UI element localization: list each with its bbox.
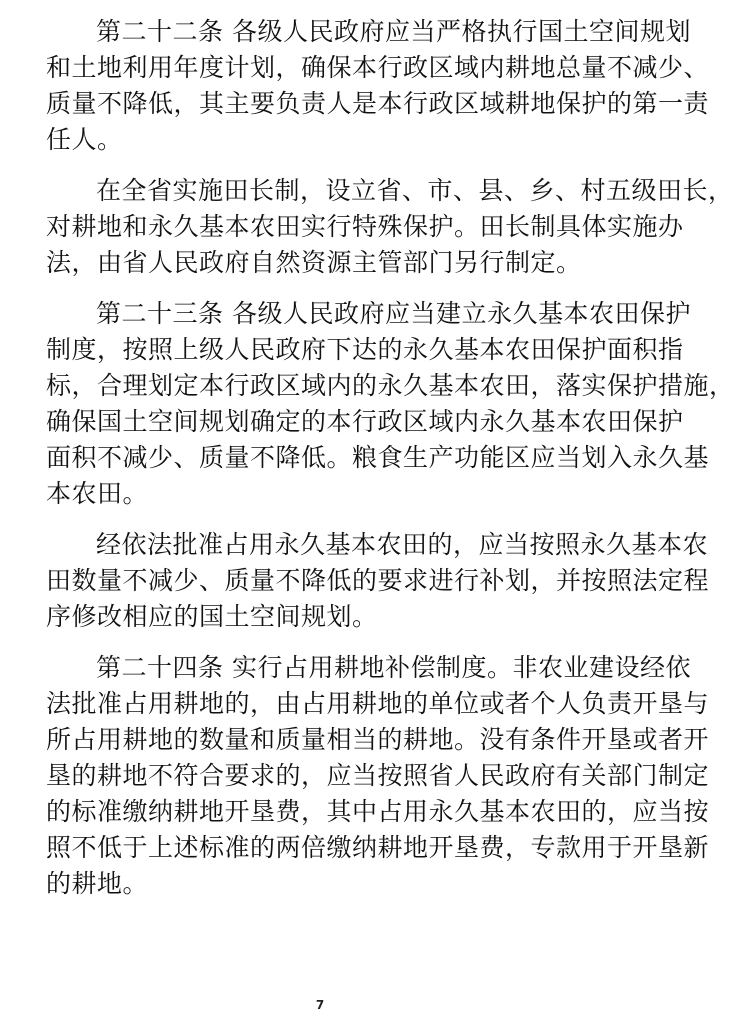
paragraph-supplementary-designation xyxy=(46,527,710,635)
text-line: 法批准占用耕地的，由占用耕地的单位或者个人负责开垦与 xyxy=(46,689,710,718)
text-line: 任人。 xyxy=(46,125,123,154)
document-body xyxy=(46,14,735,917)
text-line: 质量不降低，其主要负责人是本行政区域耕地保护的第一责 xyxy=(46,89,710,118)
text-line: 第二十三条 各级人民政府应当建立永久基本农田保护 xyxy=(96,299,691,328)
text-line: 的耕地。 xyxy=(46,869,149,898)
text-line: 垦的耕地不符合要求的，应当按照省人民政府有关部门制定 xyxy=(46,761,710,790)
text-line: 标，合理划定本行政区域内的永久基本农田，落实保护措施， xyxy=(46,371,735,400)
text-line: 对耕地和永久基本农田实行特殊保护。田长制具体实施办 xyxy=(46,212,684,241)
text-line: 第二十二条 各级人民政府应当严格执行国土空间规划 xyxy=(96,17,691,46)
text-line: 田数量不减少、质量不降低的要求进行补划，并按照法定程 xyxy=(46,566,710,595)
text-line: 制度，按照上级人民政府下达的永久基本农田保护面积指 xyxy=(46,335,684,364)
page-number: 7 xyxy=(315,998,325,1012)
text-line: 在全省实施田长制，设立省、市、县、乡、村五级田长， xyxy=(96,176,734,205)
text-line: 法，由省人民政府自然资源主管部门另行制定。 xyxy=(46,248,582,277)
paragraph-article-24 xyxy=(46,650,710,902)
text-line: 的标准缴纳耕地开垦费，其中占用永久基本农田的，应当按 xyxy=(46,797,710,826)
text-line: 面积不减少、质量不降低。粮食生产功能区应当划入永久基 xyxy=(46,443,710,472)
text-line: 照不低于上述标准的两倍缴纳耕地开垦费，专款用于开垦新 xyxy=(46,833,710,862)
text-line: 序修改相应的国土空间规划。 xyxy=(46,602,378,631)
paragraph-field-chief-system xyxy=(46,173,734,281)
text-line: 和土地利用年度计划，确保本行政区域内耕地总量不减少、 xyxy=(46,53,710,82)
text-line: 确保国土空间规划确定的本行政区域内永久基本农田保护 xyxy=(46,407,684,436)
paragraph-article-23 xyxy=(46,296,735,512)
text-line: 经依法批准占用永久基本农田的，应当按照永久基本农 xyxy=(96,530,709,559)
paragraph-article-22 xyxy=(46,14,710,158)
text-line: 所占用耕地的数量和质量相当的耕地。没有条件开垦或者开 xyxy=(46,725,710,754)
text-line: 本农田。 xyxy=(46,479,149,508)
text-line: 第二十四条 实行占用耕地补偿制度。非农业建设经依 xyxy=(96,653,691,682)
